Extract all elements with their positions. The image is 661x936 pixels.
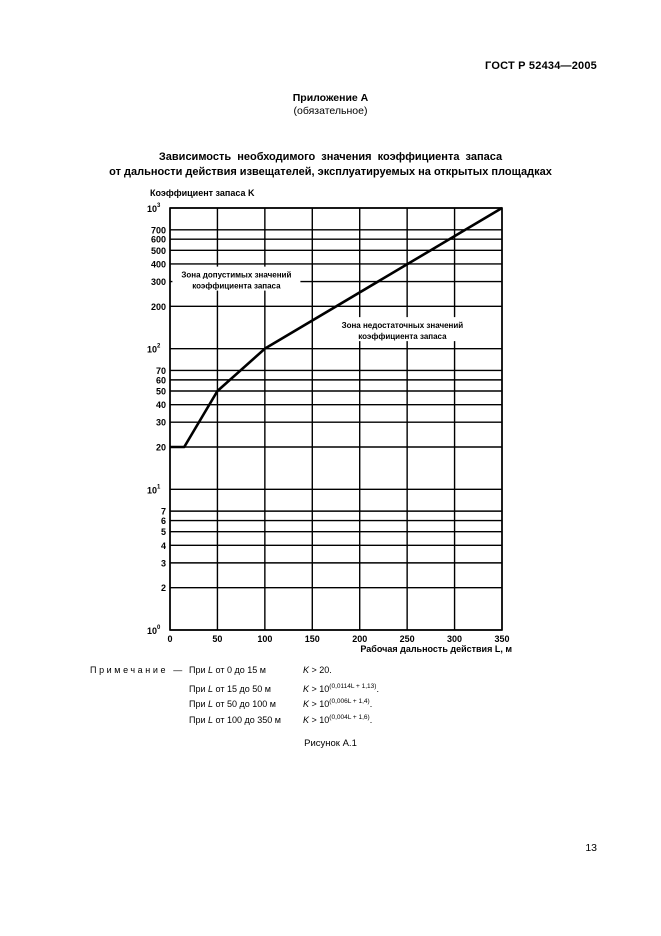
note-variable: L [208,714,214,725]
page-number: 13 [585,842,597,854]
note-range [189,713,303,729]
y-tick-label: 200 [150,301,166,312]
note-range-prefix: При [189,699,209,709]
y-tick-label: 3 [160,558,166,569]
zone-annotation-label: коэффициента запаса [192,281,281,291]
y-tick-exponent: 3 [157,203,161,209]
zone-annotation-label: Зона недостаточных значений [341,321,464,331]
y-tick-label: 400 [150,259,166,270]
note-formula [303,699,372,709]
y-tick-label: 2 [160,583,166,594]
note-exponent: (0,004L + 1,6) [329,713,370,721]
note-formula [303,665,332,675]
x-tick-label: 250 [399,634,415,644]
figure-caption: Рисунок А.1 [304,738,357,749]
note-label: Примечание — [90,665,185,675]
note-formula-text: > 20. [309,665,332,675]
note-range-suffix: от 50 до 100 м [213,699,276,709]
note-k: K [303,683,310,694]
document-code: ГОСТ Р 52434—2005 [485,60,597,72]
x-tick-label: 150 [304,634,320,644]
y-axis-label: Коэффициент запаса K [150,188,255,198]
x-tick-label: 350 [494,634,510,644]
note-k: K [303,714,310,725]
y-tick-label: 70 [155,365,166,376]
note-period: . [369,699,373,709]
zone-annotation-label: коэффициента запаса [358,332,447,342]
note-formula [303,684,379,694]
note-formula-text: > 10 [309,699,330,709]
x-tick-label: 200 [352,634,368,644]
y-tick-label: 7 [160,506,166,517]
y-tick-label: 500 [150,245,166,256]
y-tick-label: 60 [155,375,166,386]
note-k: K [303,699,310,709]
y-tick-label: 600 [150,234,166,245]
y-tick-exponent: 2 [157,343,161,350]
y-tick-label: 300 [150,277,166,288]
figure-title-line2: от дальности действия извещателей, эксплуатируемых на открытых площадках [109,166,552,178]
y-tick-label: 50 [155,386,166,397]
note-range-suffix: от 0 до 15 м [213,665,266,675]
note-k: K [303,665,310,675]
note-row [189,663,332,679]
note-range-prefix: При [189,714,209,725]
y-tick-label: 30 [155,417,166,428]
y-tick-label: 700 [150,225,166,236]
note-row [189,710,372,729]
note-exponent: (0,0114L + 1,13) [329,682,377,690]
y-tick-label: 10 [146,344,157,355]
note-range-prefix: При [189,683,209,694]
y-tick-label: 5 [160,527,166,538]
note-period: . [376,683,379,694]
y-tick-label: 4 [160,540,166,551]
note-formula [303,715,372,725]
note-range-suffix: от 15 до 50 м [213,683,271,694]
y-tick-exponent: 0 [157,625,161,631]
y-tick-label: 6 [160,516,166,527]
x-tick-label: 0 [167,634,173,644]
note-variable: L [208,699,214,709]
y-tick-label: 10 [146,204,157,214]
x-axis-label: Рабочая дальность действия L, м [360,644,512,654]
note-formula-text: > 10 [309,683,330,694]
appendix-title: Приложение А [292,92,369,104]
y-tick-label: 10 [146,626,157,636]
zone-annotation-label: Зона допустимых значений [181,270,292,280]
y-tick-label: 40 [155,400,166,411]
y-tick-label: 20 [155,442,166,453]
y-tick-label: 10 [146,485,157,496]
note-range-prefix: При [189,665,209,675]
note-variable: L [208,665,214,675]
note-period: . [369,714,373,725]
note-variable: L [208,683,214,694]
appendix-subtitle: (обязательное) [293,105,368,117]
x-tick-label: 50 [212,634,223,644]
x-tick-label: 100 [257,634,273,644]
figure-title-line1: Зависимость необходимого значения коэффициента запаса [158,151,503,163]
x-tick-label: 300 [447,634,463,644]
note-range [189,663,303,679]
y-tick-exponent: 1 [157,484,161,491]
note-range-suffix: от 100 до 350 м [213,714,281,725]
note-formula-text: > 10 [309,714,330,725]
note-exponent: (0,006L + 1,4) [329,698,370,705]
